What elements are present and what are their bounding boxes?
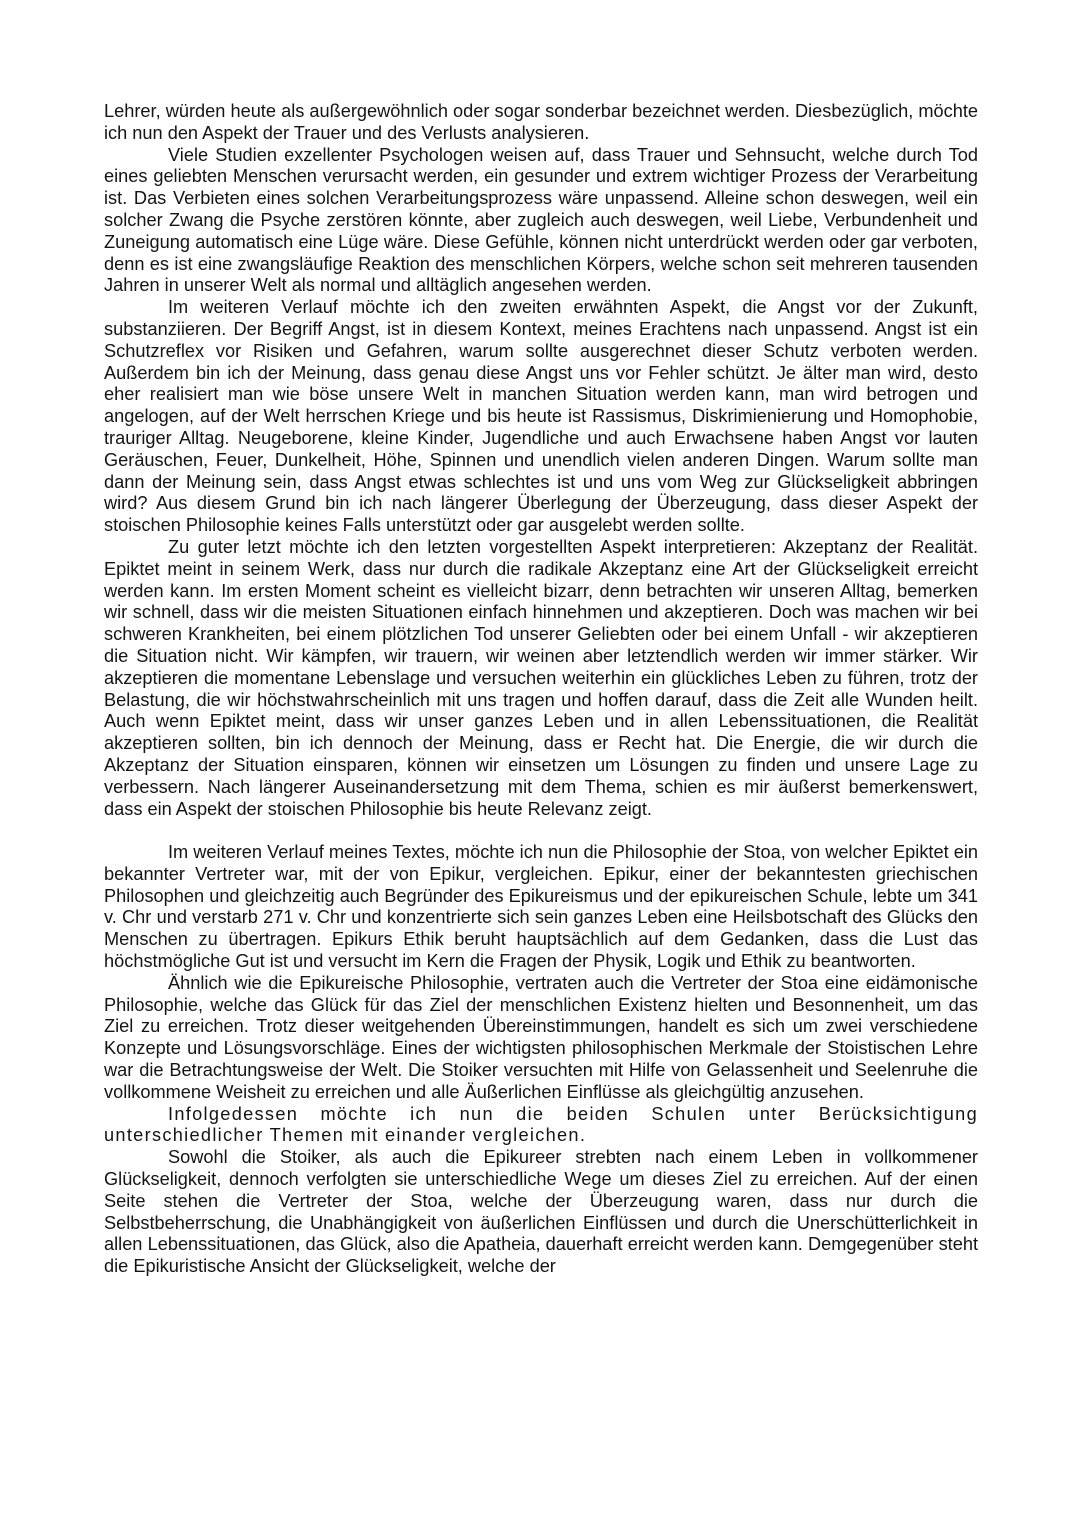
paragraph-happiness-paths: Sowohl die Stoiker, als auch die Epikureer strebten nach einem Leben in vollkommener Glückseligkeit, dennoch verfolgten sie unterschiedliche Wege um dieses Ziel zu erreichen. Auf der einen Seite stehen die Vertreter der Stoa, welche der Überzeugung waren, dass nur durch die Selbstbeherrschung, die Unabhängigkeit von äußerlichen Einflüssen und durch die Unerschütterlichkeit in allen Lebenssituationen, das Glück, also die Apatheia, dauerhaft erreicht werden kann. Demgegenüber steht die Epikuristische Ansicht der Glückseligkeit, welche der <box>104 1147 978 1277</box>
paragraph-fear: Im weiteren Verlauf möchte ich den zweiten erwähnten Aspekt, die Angst vor der Zukunft, substanziieren. Der Begriff Angst, ist in diesem Kontext, meines Erachtens nach unpassend. Angst ist ein Schutzreflex vor Risiken und Gefahren, warum sollte ausgerechnet dieser Schutz verboten werden. Außerdem bin ich der Meinung, dass genau diese Angst uns vor Fehler schützt. Je älter man wird, desto eher realisiert man wie böse unsere Welt in manchen Situation werden kann, man wird betrogen und angelogen, auf der Welt herrschen Kriege und bis heute ist Rassismus, Diskrimienierung und Homophobie, trauriger Alltag. Neugeborene, kleine Kinder, Jugendliche und auch Erwachsene haben Angst vor lauten Geräuschen, Feuer, Dunkelheit, Höhe, Spinnen und unendlich vielen anderen Dingen. Warum sollte man dann der Meinung sein, dass Angst etwas schlechtes ist und uns vom Weg zur Glückseligkeit abbringen wird? Aus diesem Grund bin ich nach längerer Überlegung der Überzeugung, dass dieser Aspekt der stoischen Philosophie keines Falls unterstützt oder gar ausgelebt werden sollte. <box>104 297 978 536</box>
paragraph-comparison-intro: Infolgedessen möchte ich nun die beiden Schulen unter Berücksichtigung unterschiedlicher Themen mit einander vergleichen. <box>104 1103 978 1146</box>
paragraph-spacer <box>104 820 978 842</box>
paragraph-epicurus-intro: Im weiteren Verlauf meines Textes, möchte ich nun die Philosophie der Stoa, von welcher Epiktet ein bekannter Vertreter war, mit der von Epikur, vergleichen. Epikur, einer der bekanntesten griechischen Philosophen und gleichzeitig auch Begründer des Epikureismus und der epikureischen Schule, lebte um 341 v. Chr und verstarb 271 v. Chr und konzentrierte sich sein ganzes Leben eine Heilsbotschaft des Glücks den Menschen zu übertragen. Epikurs Ethik beruht hauptsächlich auf dem Gedanken, dass die Lust das höchstmögliche Gut ist und versucht im Kern die Fragen der Physik, Logik und Ethik zu beantworten. <box>104 842 978 972</box>
paragraph-intro-continuation: Lehrer, würden heute als außergewöhnlich oder sogar sonderbar bezeichnet werden. Diesbezüglich, möchte ich nun den Aspekt der Trauer und des Verlusts analysieren. <box>104 101 978 143</box>
paragraph-eudaimonic: Ähnlich wie die Epikureische Philosophie, vertraten auch die Vertreter der Stoa eine eidämonische Philosophie, welche das Glück für das Ziel der menschlichen Existenz hielten und Besonnenheit, um das Ziel zu erreichen. Trotz dieser weitgehenden Übereinstimmungen, handelt es sich um zwei verschiedene Konzepte und Lösungsvorschläge. Eines der wichtigsten philosophischen Merkmale der Stoistischen Lehre war die Betrachtungsweise der Welt. Die Stoiker versuchten mit Hilfe von Gelassenheit und Seelenruhe die vollkommene Weisheit zu erreichen und alle Äußerlichen Einflüsse als gleichgültig anzusehen. <box>104 972 978 1102</box>
paragraph-grief: Viele Studien exzellenter Psychologen weisen auf, dass Trauer und Sehnsucht, welche durch Tod eines geliebten Menschen verursacht werden, ein gesunder und extrem wichtiger Prozess der Verarbeitung ist. Das Verbieten eines solchen Verarbeitungsprozess wäre unpassend. Alleine schon deswegen, weil ein solcher Zwang die Psyche zerstören könnte, aber zugleich auch deswegen, weil Liebe, Verbundenheit und Zuneigung automatisch eine Lüge wäre. Diese Gefühle, können nicht unterdrückt werden oder gar verboten, denn es ist eine zwangsläufige Reaktion des menschlichen Körpers, welche schon seit mehreren tausenden Jahren in unserer Welt als normal und alltäglich angesehen werden. <box>104 144 978 296</box>
paragraph-acceptance: Zu guter letzt möchte ich den letzten vorgestellten Aspekt interpretieren: Akzeptanz der Realität. Epiktet meint in seinem Werk, dass nur durch die radikale Akzeptanz eine Art der Glückseligkeit erreicht werden kann. Im ersten Moment scheint es vielleicht bizarr, denn betrachten wir unseren Alltag, bemerken wir schnell, dass wir die meisten Situationen einfach hinnehmen und akzeptieren. Doch was machen wir bei schweren Krankheiten, bei einem plötzlichen Tod unserer Geliebten oder bei einem Unfall - wir akzeptieren die Situation nicht. Wir kämpfen, wir trauern, wir weinen aber letztendlich werden wir immer stärker. Wir akzeptieren die momentane Lebenslage und versuchen weiterhin ein glückliches Leben zu führen, trotz der Belastung, die wir höchstwahrscheinlich mit uns tragen und hoffen darauf, dass die Zeit alle Wunden heilt. Auch wenn Epiktet meint, dass wir unser ganzes Leben und in allen Lebenssituationen, die Realität akzeptieren sollten, bin ich dennoch der Meinung, dass er Recht hat. Die Energie, die wir durch die Akzeptanz der Situation einsparen, können wir einsetzen um Lösungen zu finden und unsere Lage zu verbessern. Nach längerer Auseinandersetzung mit dem Thema, schien es mir äußerst bemerkenswert, dass ein Aspekt der stoischen Philosophie bis heute Relevanz zeigt. <box>104 536 978 819</box>
